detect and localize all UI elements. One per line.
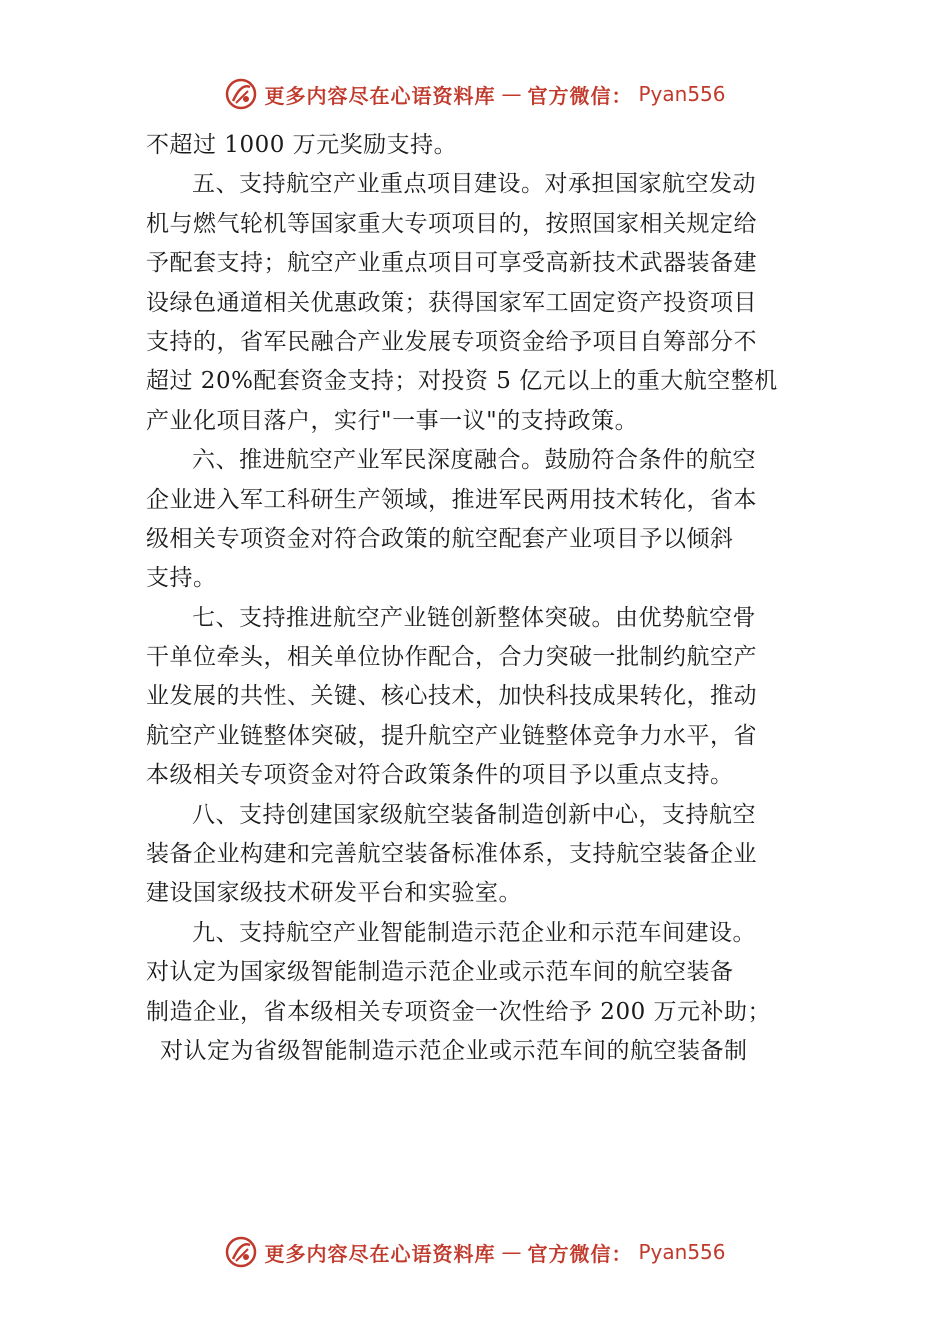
text-line: 航空产业链整体突破，提升航空产业链整体竞争力水平，省 — [146, 722, 757, 749]
text-line: 建设国家级技术研发平台和实验室。 — [146, 880, 522, 907]
watermark-wechat-label: 官方微信： — [527, 83, 633, 108]
logo-icon — [224, 1235, 258, 1269]
watermark-wechat-id: Pyan556 — [638, 82, 726, 106]
text-line: 支持的，省军民融合产业发展专项资金给予项目自筹部分不 — [146, 328, 757, 355]
paragraph-start: 九、支持航空产业智能制造示范企业和示范车间建设。 — [192, 919, 756, 946]
watermark-text: 更多内容尽在心语资料库 — [264, 1241, 496, 1266]
watermark-wechat-id: Pyan556 — [638, 1240, 726, 1264]
text-line: 级相关专项资金对符合政策的航空配套产业项目予以倾斜 — [146, 525, 734, 552]
paragraph-start: 八、支持创建国家级航空装备制造创新中心，支持航空 — [192, 801, 756, 828]
watermark-wechat-label: 官方微信： — [527, 1241, 633, 1266]
text-line: 机与燃气轮机等国家重大专项项目的，按照国家相关规定给 — [146, 210, 757, 237]
text-line: 干单位牵头，相关单位协作配合，合力突破一批制约航空产 — [146, 644, 757, 671]
paragraph-start: 七、支持推进航空产业链创新整体突破。由优势航空骨 — [192, 604, 756, 631]
text-line: 产业化项目落户，实行"一事一议"的支持政策。 — [146, 407, 639, 434]
text-line: 对认定为国家级智能制造示范企业或示范车间的航空装备 — [146, 959, 734, 986]
text-line: 支持。 — [146, 565, 217, 592]
paragraph-start: 六、推进航空产业军民深度融合。鼓励符合条件的航空 — [192, 447, 756, 474]
text-line: 本级相关专项资金对符合政策条件的项目予以重点支持。 — [146, 762, 734, 789]
document-body — [146, 126, 818, 1071]
watermark-separator: — — [501, 1240, 522, 1264]
text-line: 装备企业构建和完善航空装备标准体系，支持航空装备企业 — [146, 841, 757, 868]
text-line: 设绿色通道相关优惠政策；获得国家军工固定资产投资项目 — [146, 289, 757, 316]
text-line: 不超过 1000 万元奖励支持。 — [146, 132, 458, 158]
text-line: 予配套支持；航空产业重点项目可享受高新技术武器装备建 — [146, 250, 757, 277]
header-watermark — [0, 74, 950, 114]
text-line: 对认定为省级智能制造示范企业或示范车间的航空装备制 — [160, 1037, 748, 1064]
text-line: 业发展的共性、关键、核心技术，加快科技成果转化，推动 — [146, 683, 757, 710]
watermark-text: 更多内容尽在心语资料库 — [264, 83, 496, 108]
paragraph-start: 五、支持航空产业重点项目建设。对承担国家航空发动 — [192, 171, 756, 198]
text-line: 超过 20%配套资金支持；对投资 5 亿元以上的重大航空整机 — [146, 368, 778, 395]
watermark-separator: — — [501, 82, 522, 106]
logo-icon — [224, 77, 258, 111]
text-line: 制造企业，省本级相关专项资金一次性给予 200 万元补助； — [146, 998, 772, 1025]
text-line: 企业进入军工科研生产领域，推进军民两用技术转化，省本 — [146, 486, 757, 513]
footer-watermark — [0, 1232, 950, 1272]
